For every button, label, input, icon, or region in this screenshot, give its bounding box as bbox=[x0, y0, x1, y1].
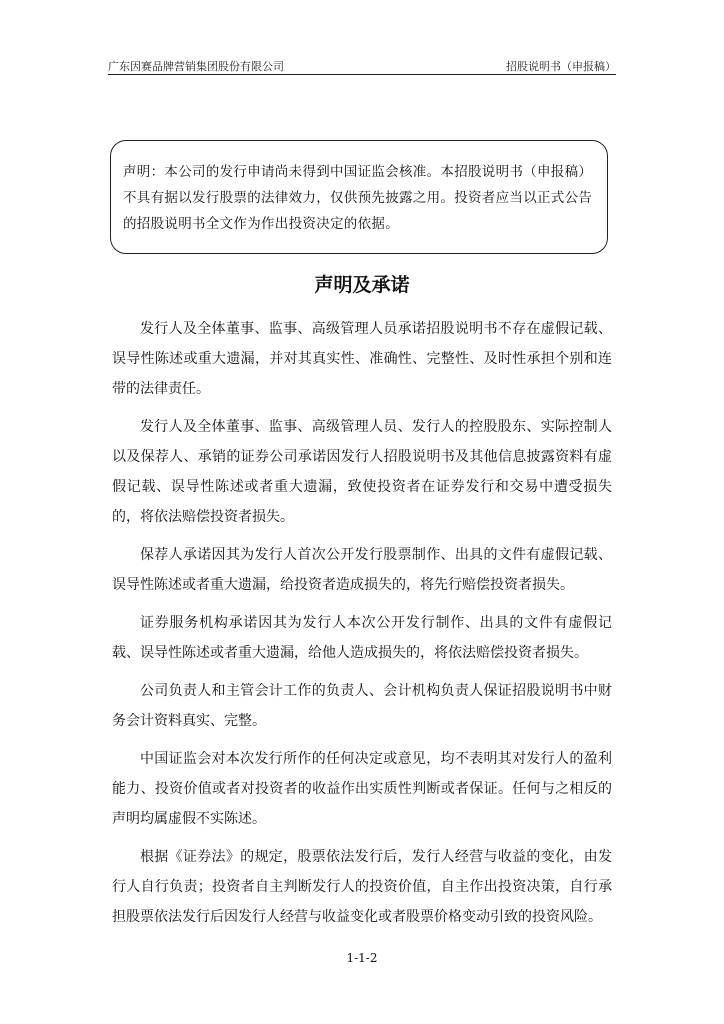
paragraph-6: 中国证监会对本次发行所作的任何决定或意见，均不表明其对发行人的盈利能力、投资价值或者对投资者的收益作出实质性判断或者保证。任何与之相反的声明均属虚假不实陈述。 bbox=[112, 751, 612, 827]
paragraph-5: 公司负责人和主管会计工作的负责人、会计机构负责人保证招股说明书中财务会计资料真实、完整。 bbox=[112, 683, 612, 729]
paragraph-2: 发行人及全体董事、监事、高级管理人员、发行人的控股股东、实际控制人以及保荐人、承销的证券公司承诺因发行人招股说明书及其他信息披露资料有虚假记载、误导性陈述或者重大遗漏，致使投资者在证券发行和交易中遭受损失的，将依法赔偿投资者损失。 bbox=[112, 419, 612, 525]
disclaimer-notice-box: 声明：本公司的发行申请尚未得到中国证监会核准。本招股说明书（申报稿）不具有据以发行股票的法律效力，仅供预先披露之用。投资者应当以正式公告的招股说明书全文作为作出投资决定的依据。 bbox=[110, 140, 608, 254]
page-number: 1-1-2 bbox=[346, 951, 378, 965]
section-title: 声明及承诺 bbox=[314, 274, 410, 296]
paragraph-4: 证券服务机构承诺因其为发行人本次公开发行制作、出具的文件有虚假记载、误导性陈述或者重大遗漏，给他人造成损失的，将依法赔偿投资者损失。 bbox=[112, 615, 612, 661]
header-company-name: 广东因赛品牌营销集团股份有限公司 bbox=[108, 60, 284, 73]
page-header bbox=[108, 56, 616, 75]
paragraph-1: 发行人及全体董事、监事、高级管理人员承诺招股说明书不存在虚假记载、误导性陈述或重大遗漏，并对其真实性、准确性、完整性、及时性承担个别和连带的法律责任。 bbox=[112, 321, 612, 397]
document-body bbox=[112, 314, 612, 940]
header-document-title: 招股说明书（申报稿） bbox=[506, 60, 616, 73]
paragraph-7: 根据《证券法》的规定，股票依法发行后，发行人经营与收益的变化，由发行人自行负责；投资者自主判断发行人的投资价值，自主作出投资决策，自行承担股票依法发行后因发行人经营与收益变化或者股票价格变动引致的投资风险。 bbox=[112, 849, 612, 925]
paragraph-3: 保荐人承诺因其为发行人首次公开发行股票制作、出具的文件有虚假记载、误导性陈述或者重大遗漏，给投资者造成损失的，将先行赔偿投资者损失。 bbox=[112, 547, 612, 593]
